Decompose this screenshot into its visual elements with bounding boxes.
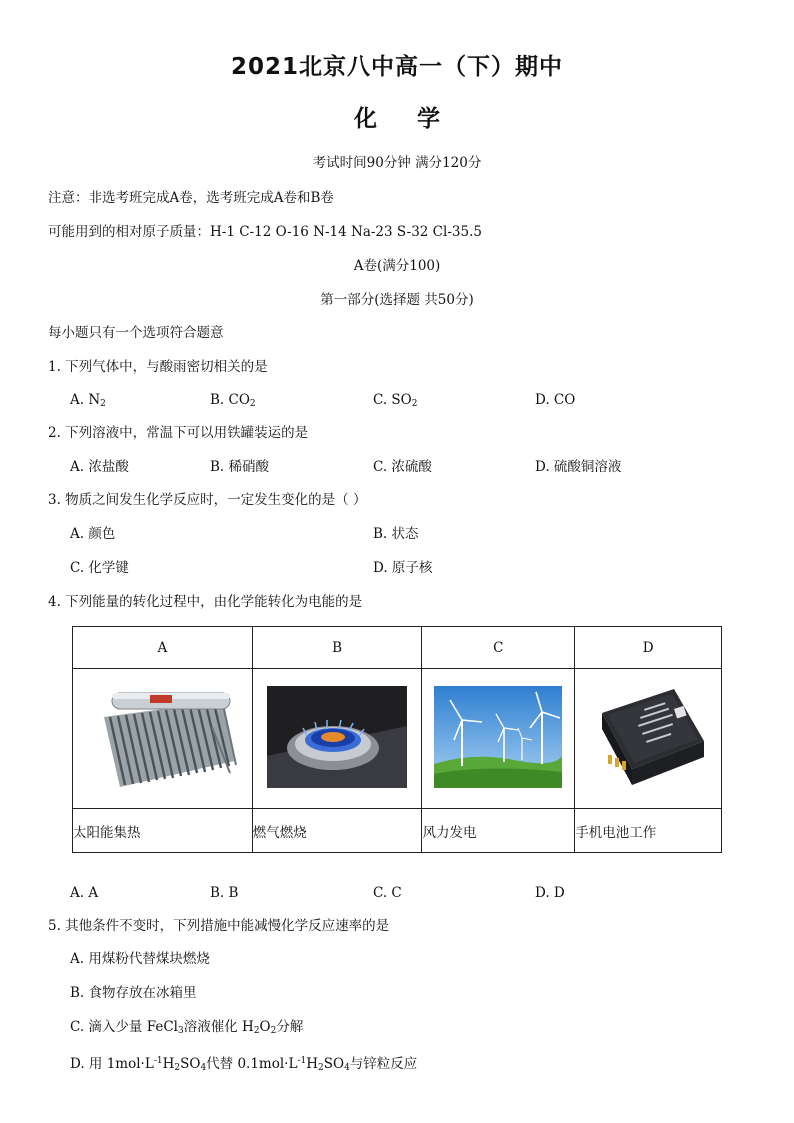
q2-option-d: D. 硫酸铜溶液 (535, 459, 622, 475)
q4-table (72, 626, 722, 853)
q5-option-d: D. 用 $1mol\cdot L^{-1}H_2SO_4$代替 $0.1mol\cdot L^{-1}H_2SO_4$与锌粒反应 (70, 1056, 418, 1073)
q4-col-c: C (422, 627, 575, 669)
phone-battery-image (588, 685, 708, 789)
q4-caption-d: 手机电池工作 (575, 809, 722, 853)
volume-a-heading: A卷(满分100) (353, 258, 441, 274)
q3-option-b: B. 状态 (373, 526, 419, 542)
q4-col-d: D (575, 627, 722, 669)
q4-caption-c: 风力发电 (422, 809, 575, 853)
q1-option-d: D. CO (535, 392, 576, 408)
q3-option-d: D. 原子核 (373, 560, 433, 576)
instruction: 每小题只有一个选项符合题意 (48, 325, 224, 341)
q4-col-a: A (73, 627, 253, 669)
q3-option-a: A. 颜色 (70, 526, 116, 542)
q4-caption-a: 太阳能集热 (73, 809, 253, 853)
q4-caption-row (73, 809, 722, 853)
q4-option-b: B. B (210, 885, 239, 901)
solar-heater-image (84, 687, 240, 787)
atomic-masses (48, 223, 482, 241)
q2-option-b: B. 稀硝酸 (210, 459, 270, 475)
q4-image-row (73, 669, 722, 809)
q2-option-a: A. 浓盐酸 (70, 459, 129, 475)
subject-title: 化学 (354, 106, 480, 132)
q4-option-a: A. A (70, 885, 99, 901)
atomic-masses-label: 可能用到的相对原子质量： (48, 224, 210, 240)
q1-stem: 1. 下列气体中，与酸雨密切相关的是 (48, 359, 268, 375)
exam-title: 2021北京八中高一（下）期中 (230, 54, 563, 80)
q4-stem: 4. 下列能量的转化过程中，由化学能转化为电能的是 (48, 594, 363, 610)
gas-burner-image (267, 686, 407, 788)
q5-option-a: A. 用煤粉代替煤块燃烧 (70, 951, 210, 967)
q1-option-a: A. $N_2$ (70, 392, 106, 409)
q4-option-c: C. C (373, 885, 402, 901)
q3-stem: 3. 物质之间发生化学反应时，一定发生变化的是（ ） (48, 492, 367, 508)
q4-col-b: B (252, 627, 422, 669)
q2-stem: 2. 下列溶液中，常温下可以用铁罐装运的是 (48, 425, 309, 441)
q1-option-b: B. $CO_2$ (210, 392, 256, 409)
wind-turbine-image (434, 686, 562, 788)
q5-stem: 5. 其他条件不变时，下列措施中能减慢化学反应速率的是 (48, 918, 390, 934)
atomic-masses-values: H-1 C-12 O-16 N-14 Na-23 S-32 Cl-35.5 (210, 224, 482, 240)
q4-option-d: D. D (535, 885, 565, 901)
q2-option-c: C. 浓硫酸 (373, 459, 432, 475)
part-one-heading: 第一部分(选择题 共50分) (320, 292, 474, 308)
exam-note: 注意：非选考班完成A卷，选考班完成A卷和B卷 (48, 190, 334, 206)
exam-info: 考试时间90分钟 满分120分 (312, 155, 482, 171)
q5-option-b: B. 食物存放在冰箱里 (70, 985, 197, 1001)
q3-option-c: C. 化学键 (70, 560, 129, 576)
q4-caption-b: 燃气燃烧 (252, 809, 422, 853)
q4-header-row (73, 627, 722, 669)
q1-option-c: C. $SO_2$ (373, 392, 418, 409)
q5-option-c: C. 滴入少量 FeCl$_3$溶液催化 $H_2O_2$分解 (70, 1019, 304, 1036)
